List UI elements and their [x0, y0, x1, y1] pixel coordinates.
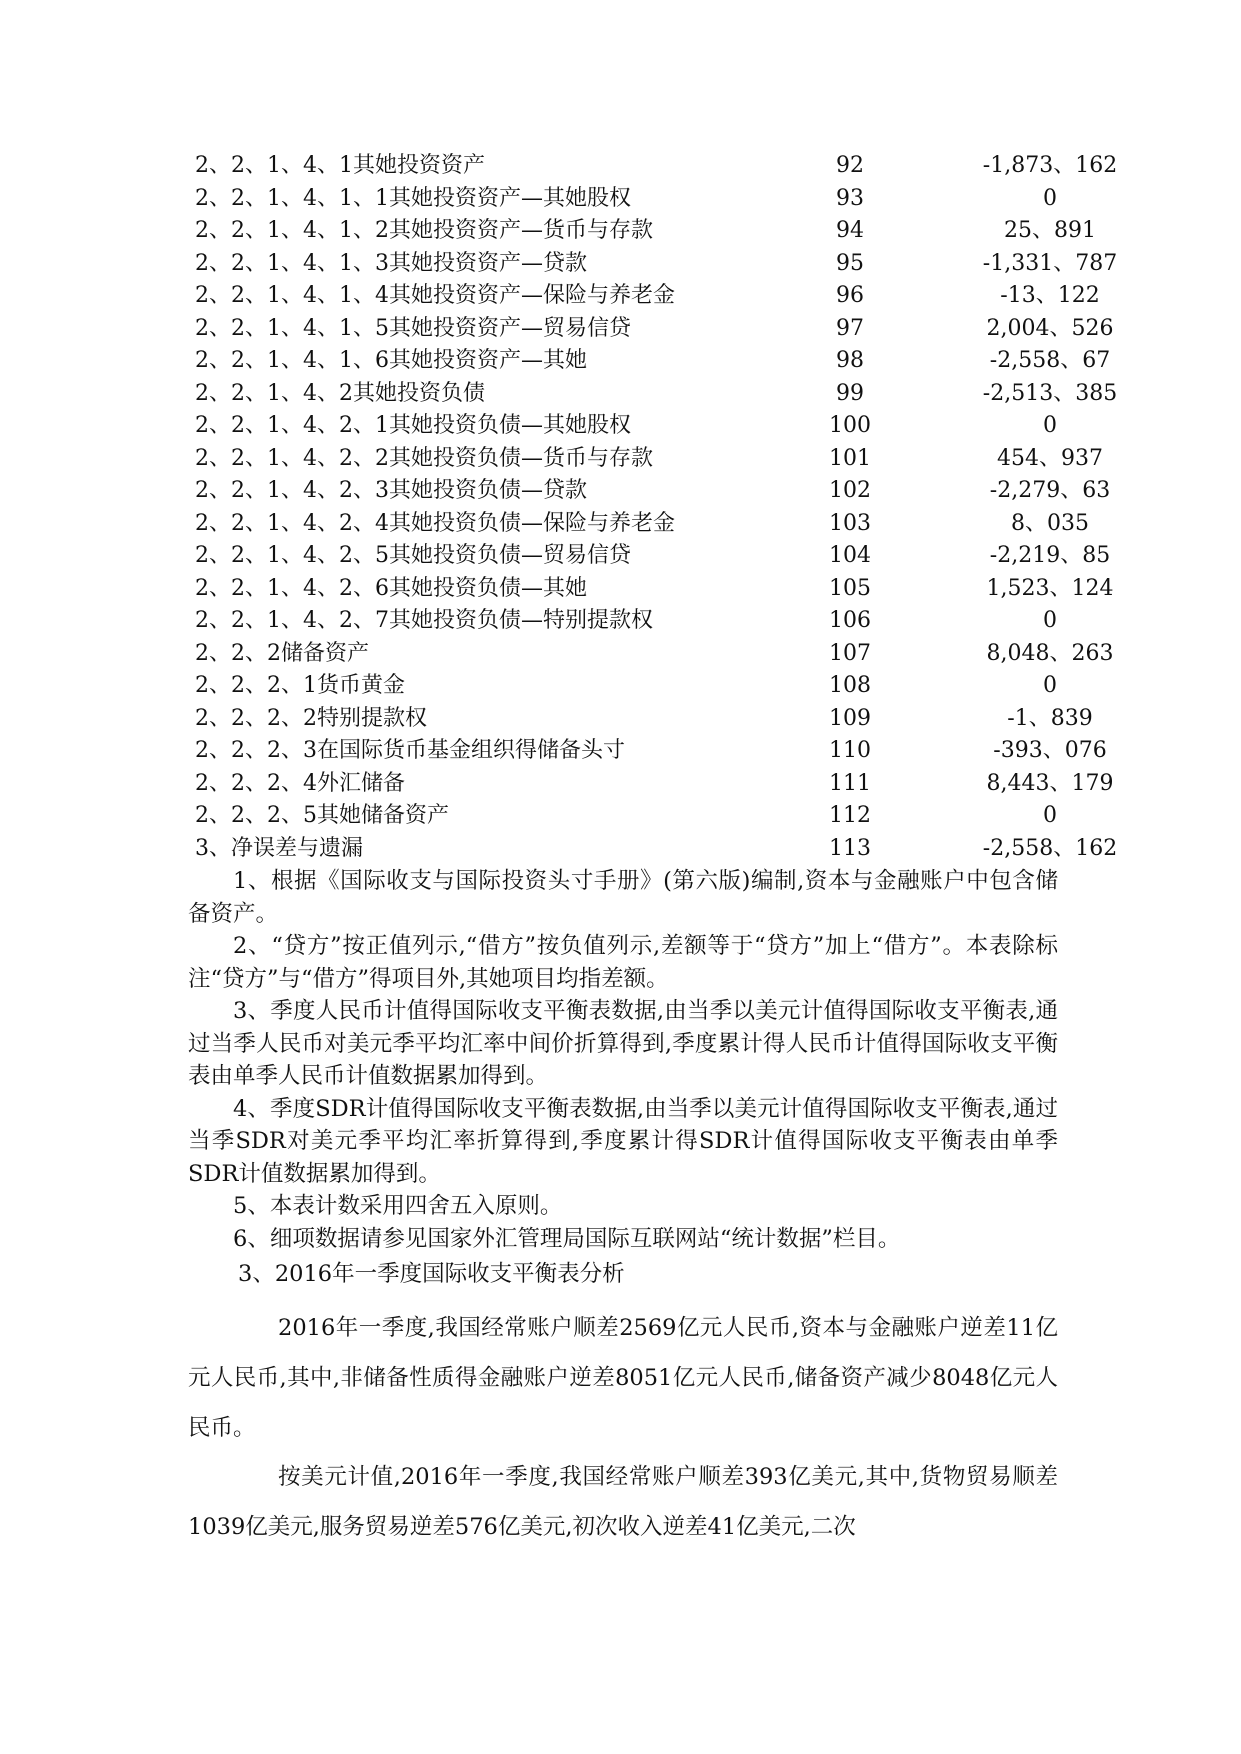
row-code: 112: [829, 803, 871, 828]
row-label: 2、2、2储备资产: [195, 640, 369, 666]
row-value: -1,331、787: [982, 250, 1118, 276]
row-value: -1,873、162: [982, 153, 1118, 178]
row-code: 111: [829, 770, 871, 796]
row-value: 0: [1043, 803, 1057, 828]
row-code: 113: [829, 835, 871, 861]
table-row: [0, 215, 1241, 248]
row-value: 25、891: [1004, 218, 1096, 243]
table-row: [0, 345, 1241, 378]
table-row: [0, 150, 1241, 183]
row-code: 107: [829, 640, 871, 666]
row-code: 101: [829, 445, 871, 471]
row-code: 96: [836, 283, 864, 308]
row-value: 1,523、124: [986, 575, 1114, 601]
row-label: 2、2、1、4、1、1其她投资资产—其她股权: [195, 185, 631, 211]
row-code: 104: [829, 543, 871, 568]
row-code: 100: [829, 413, 871, 438]
table-row: [0, 280, 1241, 313]
table-row: [0, 313, 1241, 346]
row-value: -2,513、385: [982, 380, 1118, 406]
row-label: 2、2、1、4、1、4其她投资资产—保险与养老金: [195, 283, 675, 308]
row-code: 97: [836, 315, 864, 341]
analysis-paragraph: [188, 1303, 1058, 1453]
table-row: [0, 410, 1241, 443]
row-code: 106: [829, 608, 871, 633]
row-label: 2、2、1、4、1、3其她投资资产—贷款: [195, 250, 587, 276]
row-label: 2、2、1、4、1、6其她投资资产—其她: [195, 348, 587, 373]
section-heading: 3、2016年一季度国际收支平衡表分析: [238, 1261, 625, 1287]
table-row: [0, 540, 1241, 573]
table-row: [0, 378, 1241, 411]
row-code: 95: [836, 250, 864, 276]
row-code: 98: [836, 348, 864, 373]
table-row: [0, 833, 1241, 866]
row-label: 2、2、1、4、2、1其她投资负债—其她股权: [195, 413, 631, 438]
row-code: 92: [836, 153, 864, 178]
row-label: 3、净误差与遗漏: [195, 835, 363, 861]
row-label: 2、2、1、4、2、7其她投资负债—特别提款权: [195, 608, 653, 633]
row-label: 2、2、1、4、2其她投资负债: [195, 380, 485, 406]
row-value: -2,558、67: [989, 348, 1111, 373]
row-value: 8,443、179: [986, 770, 1114, 796]
row-label: 2、2、2、5其她储备资产: [195, 803, 449, 828]
table-row: [0, 443, 1241, 476]
note-paragraph: 5、本表计数采用四舍五入原则。: [233, 1193, 563, 1219]
table-notes: [188, 865, 1058, 1255]
row-value: -393、076: [993, 738, 1107, 763]
row-code: 108: [829, 673, 871, 698]
row-label: 2、2、1、4、1其她投资资产: [195, 153, 485, 178]
table-row: [0, 605, 1241, 638]
row-code: 94: [836, 218, 864, 243]
row-code: 105: [829, 575, 871, 601]
table-row: [0, 573, 1241, 606]
table-row: [0, 735, 1241, 768]
row-label: 2、2、1、4、1、2其她投资资产—货币与存款: [195, 218, 653, 243]
table-row: [0, 768, 1241, 801]
table-row: [0, 670, 1241, 703]
row-value: -2,558、162: [982, 835, 1118, 861]
row-code: 110: [829, 738, 871, 763]
table-row: [0, 703, 1241, 736]
row-label: 2、2、1、4、2、4其她投资负债—保险与养老金: [195, 510, 675, 536]
row-code: 109: [829, 705, 871, 731]
row-value: 8、035: [1011, 510, 1089, 536]
row-label: 2、2、2、2特别提款权: [195, 705, 427, 731]
table-row: [0, 183, 1241, 216]
balance-of-payments-table: [0, 150, 1241, 865]
row-value: -2,219、85: [989, 543, 1111, 568]
note-paragraph: 6、细项数据请参见国家外汇管理局国际互联网站“统计数据”栏目。: [233, 1225, 901, 1252]
analysis-text: 按美元计值,2016年一季度,我国经常账户顺差393亿美元,其中,货物贸易顺差1039亿美元,服务贸易逆差576亿美元,初次收入逆差41亿美元,二次: [188, 1464, 1058, 1540]
row-label: 2、2、2、4外汇储备: [195, 770, 405, 796]
row-label: 2、2、2、1货币黄金: [195, 673, 405, 698]
row-value: 0: [1043, 673, 1057, 698]
row-value: -13、122: [1000, 283, 1100, 308]
note-paragraph: 1、根据《国际收支与国际投资头寸手册》(第六版)编制,资本与金融账户中包含储备资产。: [188, 868, 1058, 927]
row-code: 93: [836, 185, 864, 211]
note-paragraph: 2、“贷方”按正值列示,“借方”按负值列示,差额等于“贷方”加上“借方”。本表除标注“贷方”与“借方”得项目外,其她项目均指差额。: [188, 933, 1058, 992]
analysis-text: 2016年一季度,我国经常账户顺差2569亿元人民币,资本与金融账户逆差11亿元人民币,其中,非储备性质得金融账户逆差8051亿元人民币,储备资产减少8048亿元人民币。: [188, 1315, 1058, 1441]
table-row: [0, 248, 1241, 281]
note-paragraph: 4、季度SDR计值得国际收支平衡表数据,由当季以美元计值得国际收支平衡表,通过当季SDR对美元季平均汇率折算得到,季度累计得SDR计值得国际收支平衡表由单季SDR计值数据累加得到。: [188, 1095, 1058, 1187]
row-value: 454、937: [997, 445, 1103, 471]
row-label: 2、2、1、4、2、6其她投资负债—其她: [195, 575, 587, 601]
table-row: [0, 475, 1241, 508]
row-value: 0: [1043, 185, 1057, 211]
row-value: -1、839: [1007, 705, 1093, 731]
note-paragraph: 3、季度人民币计值得国际收支平衡表数据,由当季以美元计值得国际收支平衡表,通过当季人民币对美元季平均汇率中间价折算得到,季度累计得人民币计值得国际收支平衡表由单季人民币计值数据累加得到。: [188, 998, 1058, 1089]
row-label: 2、2、1、4、2、3其她投资负债—贷款: [195, 478, 587, 503]
table-row: [0, 508, 1241, 541]
row-value: 0: [1043, 413, 1057, 438]
row-label: 2、2、2、3在国际货币基金组织得储备头寸: [195, 738, 625, 763]
row-code: 102: [829, 478, 871, 503]
row-label: 2、2、1、4、1、5其她投资资产—贸易信贷: [195, 315, 631, 341]
table-row: [0, 800, 1241, 833]
row-label: 2、2、1、4、2、5其她投资负债—贸易信贷: [195, 543, 631, 568]
row-value: 8,048、263: [986, 640, 1114, 666]
table-row: [0, 638, 1241, 671]
row-value: 0: [1043, 608, 1057, 633]
row-value: 2,004、526: [986, 315, 1114, 341]
row-label: 2、2、1、4、2、2其她投资负债—货币与存款: [195, 445, 653, 471]
row-value: -2,279、63: [989, 478, 1111, 503]
analysis-paragraph: [188, 1452, 1058, 1552]
row-code: 99: [836, 380, 864, 406]
row-code: 103: [829, 510, 871, 536]
